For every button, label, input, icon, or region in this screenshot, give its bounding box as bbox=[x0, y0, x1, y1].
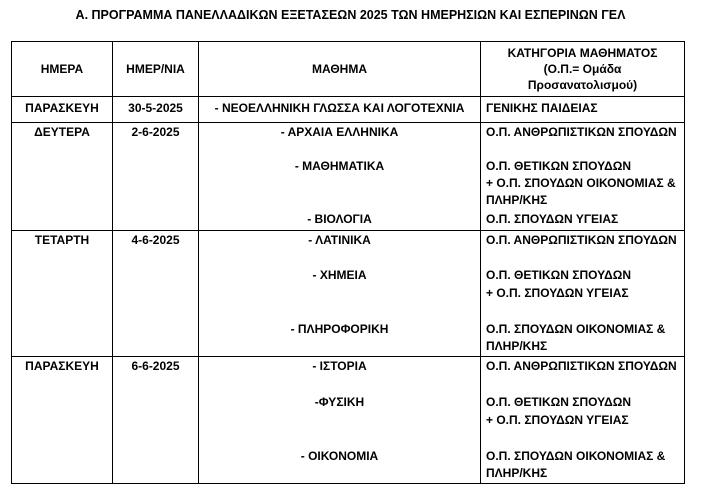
date-cell bbox=[113, 97, 199, 123]
header-category-line: (Ο.Π.= Ομάδα bbox=[543, 62, 622, 76]
table-row bbox=[12, 357, 685, 484]
header-subject: ΜΑΘΗΜΑ bbox=[199, 42, 481, 97]
header-date: ΗΜΕΡ/ΝΙΑ bbox=[113, 42, 199, 97]
header-day: ΗΜΕΡΑ bbox=[12, 42, 113, 97]
category-cell bbox=[481, 97, 685, 123]
day-cell bbox=[12, 97, 113, 123]
category-text: Ο.Π. ΣΠΟΥΔΩΝ ΟΙΚΟΝΟΜΙΑΣ & bbox=[486, 449, 666, 463]
category-text: ΠΛΗΡ/ΚΗΣ bbox=[486, 466, 548, 480]
category-text: Ο.Π. ΘΕΤΙΚΩΝ ΣΠΟΥΔΩΝ bbox=[486, 159, 631, 173]
table-row bbox=[12, 97, 685, 123]
header-row bbox=[12, 42, 685, 97]
category-text: ΓΕΝΙΚΗΣ ΠΑΙΔΕΙΑΣ bbox=[486, 101, 598, 115]
subject-text: - ΙΣΤΟΡΙΑ bbox=[312, 359, 367, 373]
category-text: Ο.Π. ΣΠΟΥΔΩΝ ΥΓΕΙΑΣ bbox=[486, 212, 619, 226]
subject-cell bbox=[199, 123, 481, 231]
day-cell bbox=[12, 231, 113, 357]
day-text: ΔΕΥΤΕΡΑ bbox=[34, 125, 90, 139]
subject-cell bbox=[199, 97, 481, 123]
subject-text: - ΠΛΗΡΟΦΟΡΙΚΗ bbox=[290, 322, 389, 336]
subject-cell bbox=[199, 357, 481, 484]
category-text: + Ο.Π. ΣΠΟΥΔΩΝ ΥΓΕΙΑΣ bbox=[486, 286, 629, 300]
subject-text: - ΟΙΚΟΝΟΜΙΑ bbox=[300, 449, 379, 463]
subject-text: - ΝΕΟΕΛΛΗΝΙΚΗ ΓΛΩΣΣΑ ΚΑΙ ΛΟΓΟΤΕΧΝΙΑ bbox=[214, 101, 465, 115]
date-text: 30-5-2025 bbox=[128, 101, 183, 115]
date-cell bbox=[113, 357, 199, 484]
day-cell bbox=[12, 357, 113, 484]
category-text: Ο.Π. ΘΕΤΙΚΩΝ ΣΠΟΥΔΩΝ bbox=[486, 395, 631, 409]
subject-text: - ΜΑΘΗΜΑΤΙΚΑ bbox=[294, 159, 385, 173]
exam-schedule-table bbox=[11, 41, 685, 484]
category-text: Ο.Π. ΣΠΟΥΔΩΝ ΟΙΚΟΝΟΜΙΑΣ & bbox=[486, 322, 666, 336]
page-title: Α. ΠΡΟΓΡΑΜΜΑ ΠΑΝΕΛΛΑΔΙΚΩΝ ΕΞΕΤΑΣΕΩΝ 2025 ΤΩΝ ΗΜΕΡΗΣΙΩΝ ΚΑΙ ΕΣΠΕΡΙΝΩΝ ΓΕΛ bbox=[75, 8, 626, 22]
day-text: ΤΕΤΑΡΤΗ bbox=[34, 233, 90, 247]
table-row bbox=[12, 123, 685, 231]
day-text: ΠΑΡΑΣΚΕΥΗ bbox=[25, 101, 99, 115]
day-text: ΠΑΡΑΣΚΕΥΗ bbox=[25, 359, 99, 373]
day-cell bbox=[12, 123, 113, 231]
subject-text: -ΦΥΣΙΚΗ bbox=[314, 395, 365, 409]
category-text: Ο.Π. ΑΝΘΡΩΠΙΣΤΙΚΩΝ ΣΠΟΥΔΩΝ bbox=[486, 233, 677, 247]
date-cell bbox=[113, 123, 199, 231]
subject-text: - ΧΗΜΕΙΑ bbox=[312, 268, 367, 282]
category-cell bbox=[481, 123, 685, 231]
date-cell bbox=[113, 231, 199, 357]
category-text: ΠΛΗΡ/ΚΗΣ bbox=[486, 339, 548, 353]
category-cell bbox=[481, 357, 685, 484]
category-text: + Ο.Π. ΣΠΟΥΔΩΝ ΟΙΚΟΝΟΜΙΑΣ & bbox=[486, 176, 676, 190]
category-text: + Ο.Π. ΣΠΟΥΔΩΝ ΥΓΕΙΑΣ bbox=[486, 413, 629, 427]
category-text: Ο.Π. ΑΝΘΡΩΠΙΣΤΙΚΩΝ ΣΠΟΥΔΩΝ bbox=[486, 125, 677, 139]
subject-cell bbox=[199, 231, 481, 357]
header-category-line: ΚΑΤΗΓΟΡΙΑ ΜΑΘΗΜΑΤΟΣ bbox=[507, 46, 658, 60]
subject-text: - ΒΙΟΛΟΓΙΑ bbox=[307, 212, 372, 226]
category-text: ΠΛΗΡ/ΚΗΣ bbox=[486, 193, 548, 207]
date-text: 6-6-2025 bbox=[131, 359, 180, 373]
subject-text: - ΑΡΧΑΙΑ ΕΛΛΗΝΙΚΑ bbox=[280, 125, 399, 139]
category-text: Ο.Π. ΘΕΤΙΚΩΝ ΣΠΟΥΔΩΝ bbox=[486, 268, 631, 282]
date-text: 2-6-2025 bbox=[131, 125, 180, 139]
header-category bbox=[481, 42, 685, 97]
category-text: Ο.Π. ΑΝΘΡΩΠΙΣΤΙΚΩΝ ΣΠΟΥΔΩΝ bbox=[486, 359, 677, 373]
table-row bbox=[12, 231, 685, 357]
subject-text: - ΛΑΤΙΝΙΚΑ bbox=[308, 233, 371, 247]
category-cell bbox=[481, 231, 685, 357]
header-category-line: Προσανατολισμού) bbox=[527, 78, 638, 92]
date-text: 4-6-2025 bbox=[131, 233, 180, 247]
